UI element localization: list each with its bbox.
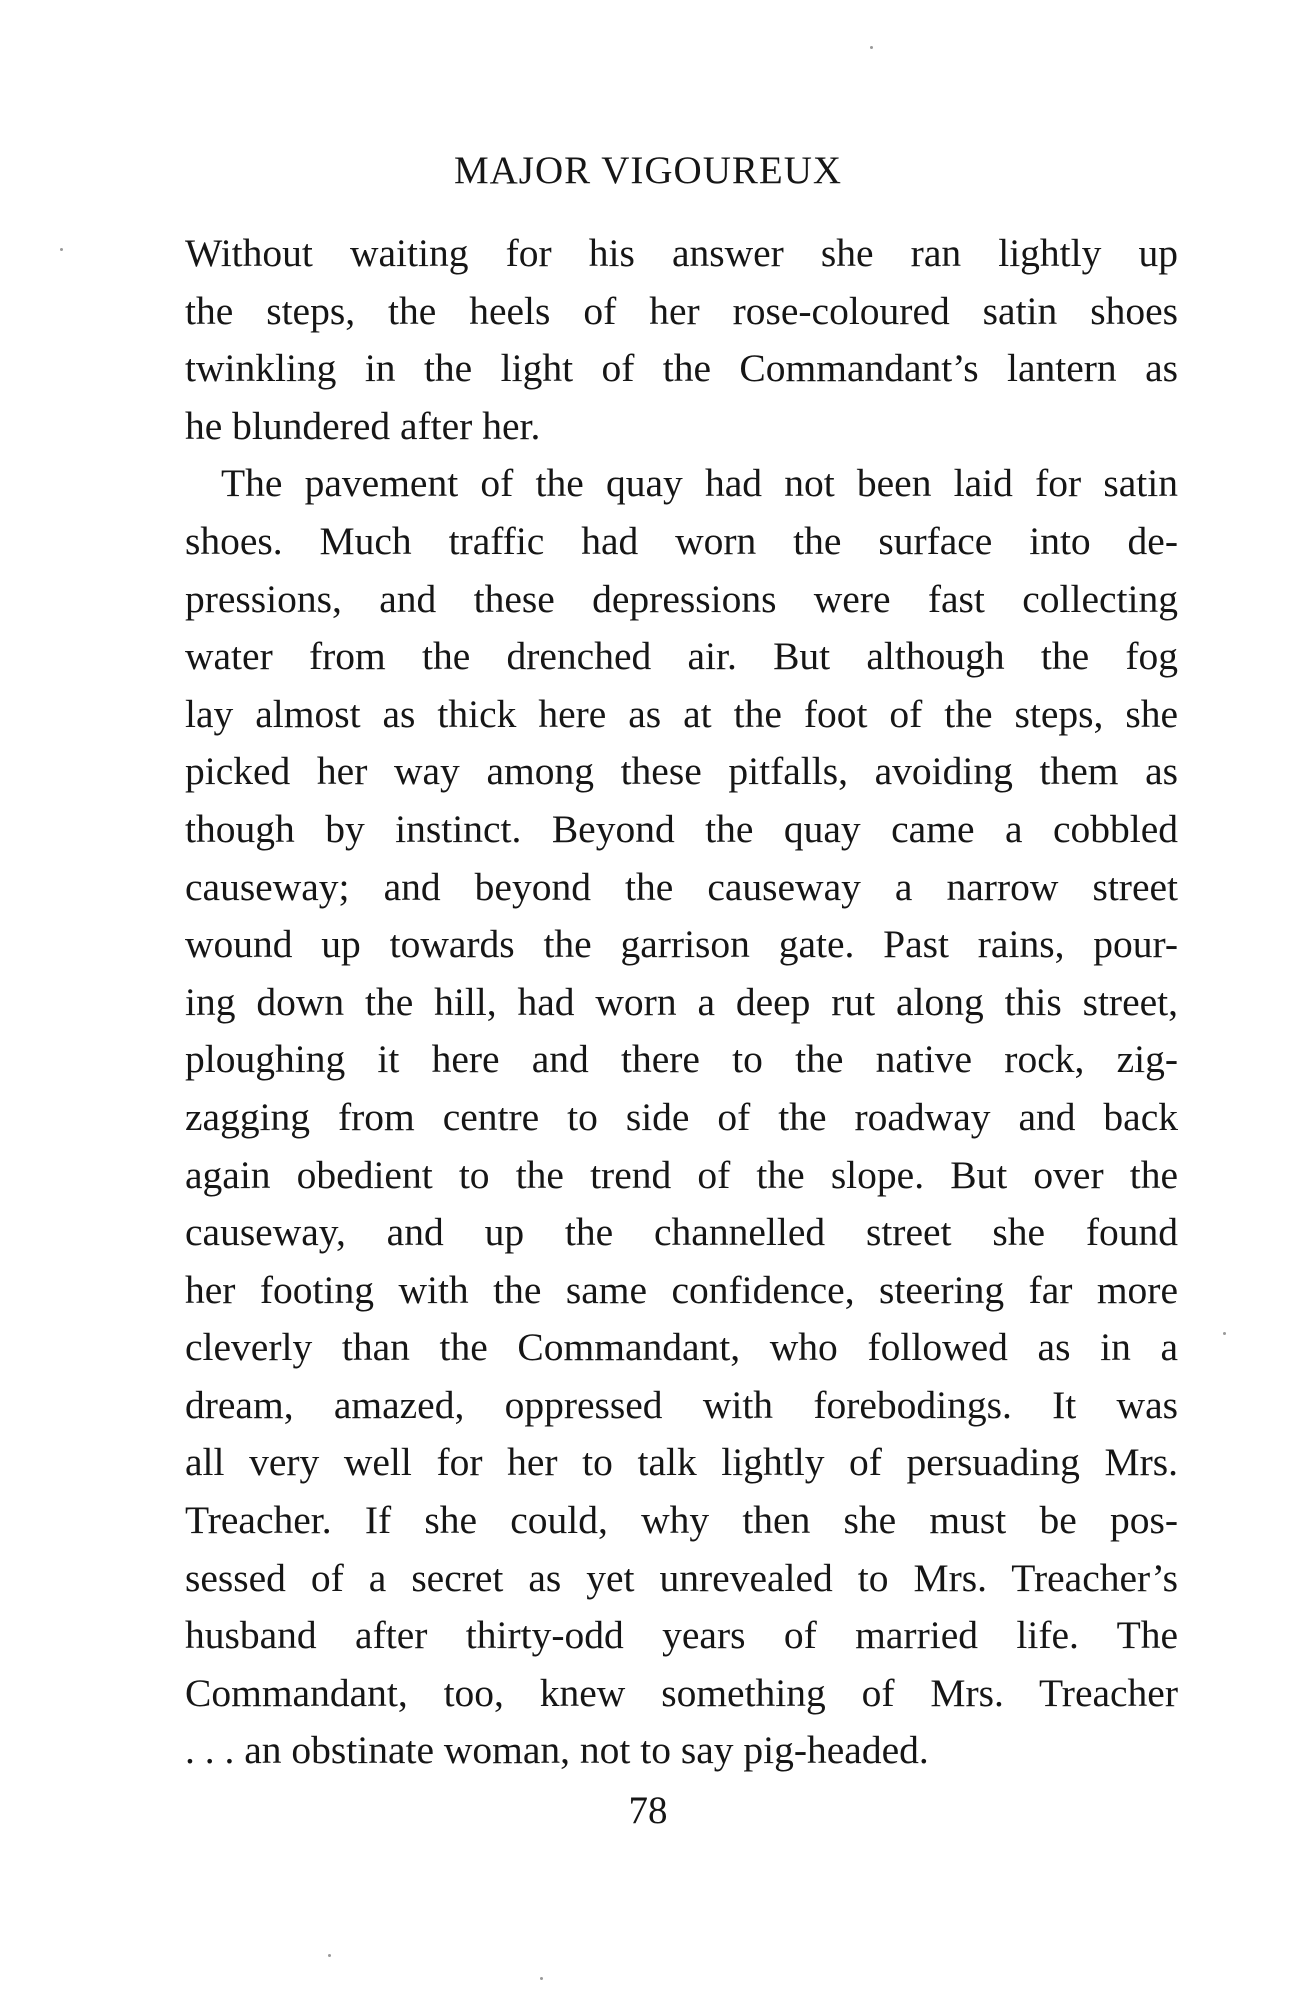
text-line: dream, amazed, oppressed with forebodings. It was <box>185 1382 1178 1427</box>
text-line: Commandant, too, knew something of Mrs. Treacher <box>185 1670 1178 1715</box>
text-line: shoes. Much traffic had worn the surface into de- <box>185 518 1178 563</box>
running-head: MAJOR VIGOUREUX <box>453 149 843 192</box>
text-line: lay almost as thick here as at the foot of the steps, she <box>185 691 1178 736</box>
text-line: though by instinct. Beyond the quay came a cobbled <box>185 806 1178 851</box>
paper-speck <box>60 248 63 251</box>
paper-speck <box>870 46 873 49</box>
text-line: ing down the hill, had worn a deep rut along this street, <box>185 979 1178 1024</box>
text-line: ploughing it here and there to the native rock, zig- <box>185 1037 1178 1082</box>
text-line: zagging from centre to side of the roadway and back <box>185 1094 1178 1139</box>
text-line: her footing with the same confidence, steering far more <box>185 1267 1178 1312</box>
text-line: Treacher. If she could, why then she must be pos- <box>185 1498 1178 1543</box>
text-line: causeway, and up the channelled street she found <box>185 1210 1178 1255</box>
text-line: pressions, and these depressions were fast collecting <box>185 576 1178 621</box>
text-line: all very well for her to talk lightly of persuading Mrs. <box>185 1440 1178 1485</box>
text-line: picked her way among these pitfalls, avoiding them as <box>185 749 1178 794</box>
page-number: 78 <box>628 1789 668 1832</box>
body-text <box>185 225 1178 1780</box>
text-line: husband after thirty-odd years of married life. The <box>185 1613 1178 1658</box>
text-line: water from the drenched air. But although the fog <box>185 634 1178 679</box>
text-line: cleverly than the Commandant, who followed as in a <box>185 1325 1178 1370</box>
paper-speck <box>540 1977 543 1980</box>
paper-speck <box>1223 1332 1226 1335</box>
text-line: The pavement of the quay had not been laid for satin <box>221 461 1178 506</box>
text-line: causeway; and beyond the causeway a narrow street <box>185 864 1178 909</box>
text-line: sessed of a secret as yet unrevealed to Mrs. Treacher’s <box>185 1555 1178 1600</box>
text-line: twinkling in the light of the Commandant’s lantern as <box>185 346 1178 391</box>
text-line: . . . an obstinate woman, not to say pig-headed. <box>185 1728 929 1773</box>
text-line: the steps, the heels of her rose-coloured satin shoes <box>185 288 1178 333</box>
text-line: again obedient to the trend of the slope. But over the <box>185 1152 1178 1197</box>
text-line: he blundered after her. <box>185 403 541 448</box>
text-line: Without waiting for his answer she ran lightly up <box>185 231 1178 275</box>
text-line: wound up towards the garrison gate. Past rains, pour- <box>185 922 1178 967</box>
paper-speck <box>328 1954 331 1957</box>
